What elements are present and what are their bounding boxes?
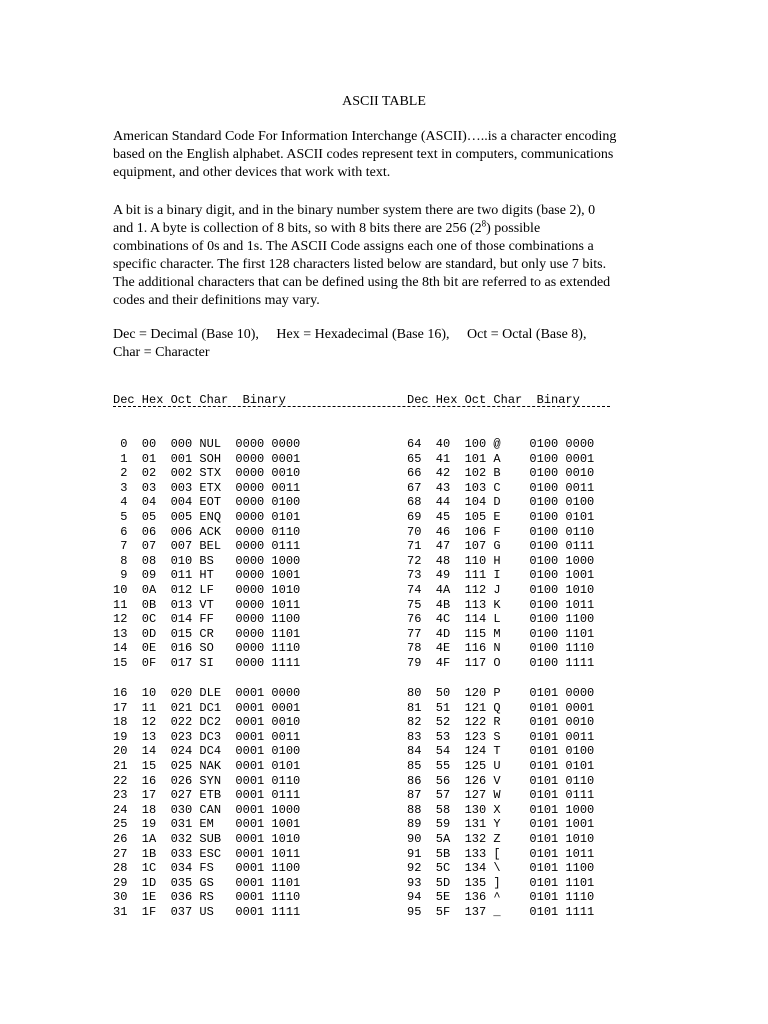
table-row: 20 14 024 DC4 0001 0100 [113,744,301,759]
bits-line: combinations of 0s and 1s. The ASCII Code assigns each one of those combinations a [113,239,594,254]
table-block-right-1 [407,437,594,671]
table-row: 87 57 127 W 0101 0111 [407,788,595,803]
table-row: 27 1B 033 ESC 0001 1011 [113,846,301,861]
table-row: 5 05 005 ENQ 0000 0101 [113,509,301,524]
bits-line: and 1. A byte is collection of 8 bits, so with 8 bits there are 256 (2 [113,221,482,236]
table-row: 22 16 026 SYN 0001 0110 [113,773,301,788]
bits-line: codes and their definitions may vary. [113,293,320,308]
table-row: 26 1A 032 SUB 0001 1010 [113,831,301,846]
table-row: 94 5E 136 ^ 0101 1110 [407,890,595,905]
table-row: 23 17 027 ETB 0001 0111 [113,788,301,803]
table-row: 78 4E 116 N 0100 1110 [407,641,595,656]
intro-line: equipment, and other devices that work with text. [113,165,391,180]
table-row: 86 56 126 V 0101 0110 [407,773,595,788]
table-row: 18 12 022 DC2 0001 0010 [113,715,301,730]
table-row: 76 4C 114 L 0100 1100 [407,612,595,627]
table-row: 89 59 131 Y 0101 1001 [407,817,595,832]
table-row: 88 58 130 X 0101 1000 [407,802,595,817]
table-row: 15 0F 017 SI 0000 1111 [113,655,301,670]
abbreviation-line: Char = Character [113,345,210,360]
table-row: 13 0D 015 CR 0000 1101 [113,626,301,641]
table-row: 74 4A 112 J 0100 1010 [407,582,595,597]
table-row: 93 5D 135 ] 0101 1101 [407,875,595,890]
table-row: 72 48 110 H 0100 1000 [407,553,595,568]
table-row: 2 02 002 STX 0000 0010 [113,466,301,481]
header-divider [113,406,610,407]
table-row: 69 45 105 E 0100 0101 [407,509,595,524]
table-row: 30 1E 036 RS 0001 1110 [113,890,301,905]
table-row: 84 54 124 T 0101 0100 [407,744,595,759]
table-row: 90 5A 132 Z 0101 1010 [407,831,595,846]
intro-paragraph [113,128,653,182]
table-row: 83 53 123 S 0101 0011 [407,729,595,744]
table-row: 80 50 120 P 0101 0000 [407,686,595,700]
table-row: 12 0C 014 FF 0000 1100 [113,612,301,627]
table-row: 9 09 011 HT 0000 1001 [113,568,301,583]
table-block-right-2 [407,686,594,920]
table-row: 14 0E 016 SO 0000 1110 [113,641,301,656]
bits-line: The additional characters that can be defined using the 8th bit are referred to as extended [113,275,611,290]
table-row: 79 4F 117 O 0100 1111 [407,655,595,670]
table-block-left-1 [113,437,300,671]
table-row: 81 51 121 Q 0101 0001 [407,700,595,715]
table-row: 3 03 003 ETX 0000 0011 [113,480,301,495]
table-row: 16 10 020 DLE 0001 0000 [113,686,301,700]
table-header-right: Dec Hex Oct Char Binary [407,393,580,407]
intro-line: based on the English alphabet. ASCII codes represent text in computers, communications [113,147,614,162]
abbreviation-line: Dec = Decimal (Base 10), Hex = Hexadecimal (Base 16), Oct = Octal (Base 8), [113,327,587,342]
table-row: 29 1D 035 GS 0001 1101 [113,875,301,890]
bits-line-end: ) possible [486,221,541,236]
table-row: 1 01 001 SOH 0000 0001 [113,451,301,466]
table-row: 10 0A 012 LF 0000 1010 [113,582,301,597]
table-row: 28 1C 034 FS 0001 1100 [113,861,301,876]
table-row: 4 04 004 EOT 0000 0100 [113,495,301,510]
abbreviation-legend [113,326,586,362]
table-row: 85 55 125 U 0101 0101 [407,758,595,773]
bits-paragraph [113,202,653,310]
table-row: 19 13 023 DC3 0001 0011 [113,729,301,744]
table-row: 11 0B 013 VT 0000 1011 [113,597,301,612]
table-row: 75 4B 113 K 0100 1011 [407,597,595,612]
table-row: 24 18 030 CAN 0001 1000 [113,802,301,817]
table-row: 70 46 106 F 0100 0110 [407,524,595,539]
table-header-left: Dec Hex Oct Char Binary [113,393,286,407]
table-row: 66 42 102 B 0100 0010 [407,466,595,481]
table-row: 77 4D 115 M 0100 1101 [407,626,595,641]
table-row: 82 52 122 R 0101 0010 [407,715,595,730]
table-row: 25 19 031 EM 0001 1001 [113,817,301,832]
table-row: 73 49 111 I 0100 1001 [407,568,595,583]
table-row: 8 08 010 BS 0000 1000 [113,553,301,568]
table-row: 91 5B 133 [ 0101 1011 [407,846,595,861]
table-row: 31 1F 037 US 0001 1111 [113,904,301,919]
table-row: 6 06 006 ACK 0000 0110 [113,524,301,539]
page-title: ASCII TABLE [342,94,426,109]
bits-line: specific character. The first 128 characters listed below are standard, but only use 7 bits. [113,257,607,272]
table-row: 65 41 101 A 0100 0001 [407,451,595,466]
bits-line: A bit is a binary digit, and in the binary number system there are two digits (base 2), 0 [113,203,596,218]
table-row: 17 11 021 DC1 0001 0001 [113,700,301,715]
table-row: 71 47 107 G 0100 0111 [407,539,595,554]
superscript-exponent: 8 [481,218,487,229]
table-row: 92 5C 134 \ 0101 1100 [407,861,595,876]
table-row: 0 00 000 NUL 0000 0000 [113,437,301,451]
intro-line: American Standard Code For Information Interchange (ASCII)…..is a character encoding [113,129,617,144]
table-block-left-2 [113,686,300,920]
table-row: 7 07 007 BEL 0000 0111 [113,539,301,554]
table-row: 95 5F 137 _ 0101 1111 [407,904,595,919]
table-row: 64 40 100 @ 0100 0000 [407,437,595,451]
table-row: 67 43 103 C 0100 0011 [407,480,595,495]
table-row: 21 15 025 NAK 0001 0101 [113,758,301,773]
table-row: 68 44 104 D 0100 0100 [407,495,595,510]
